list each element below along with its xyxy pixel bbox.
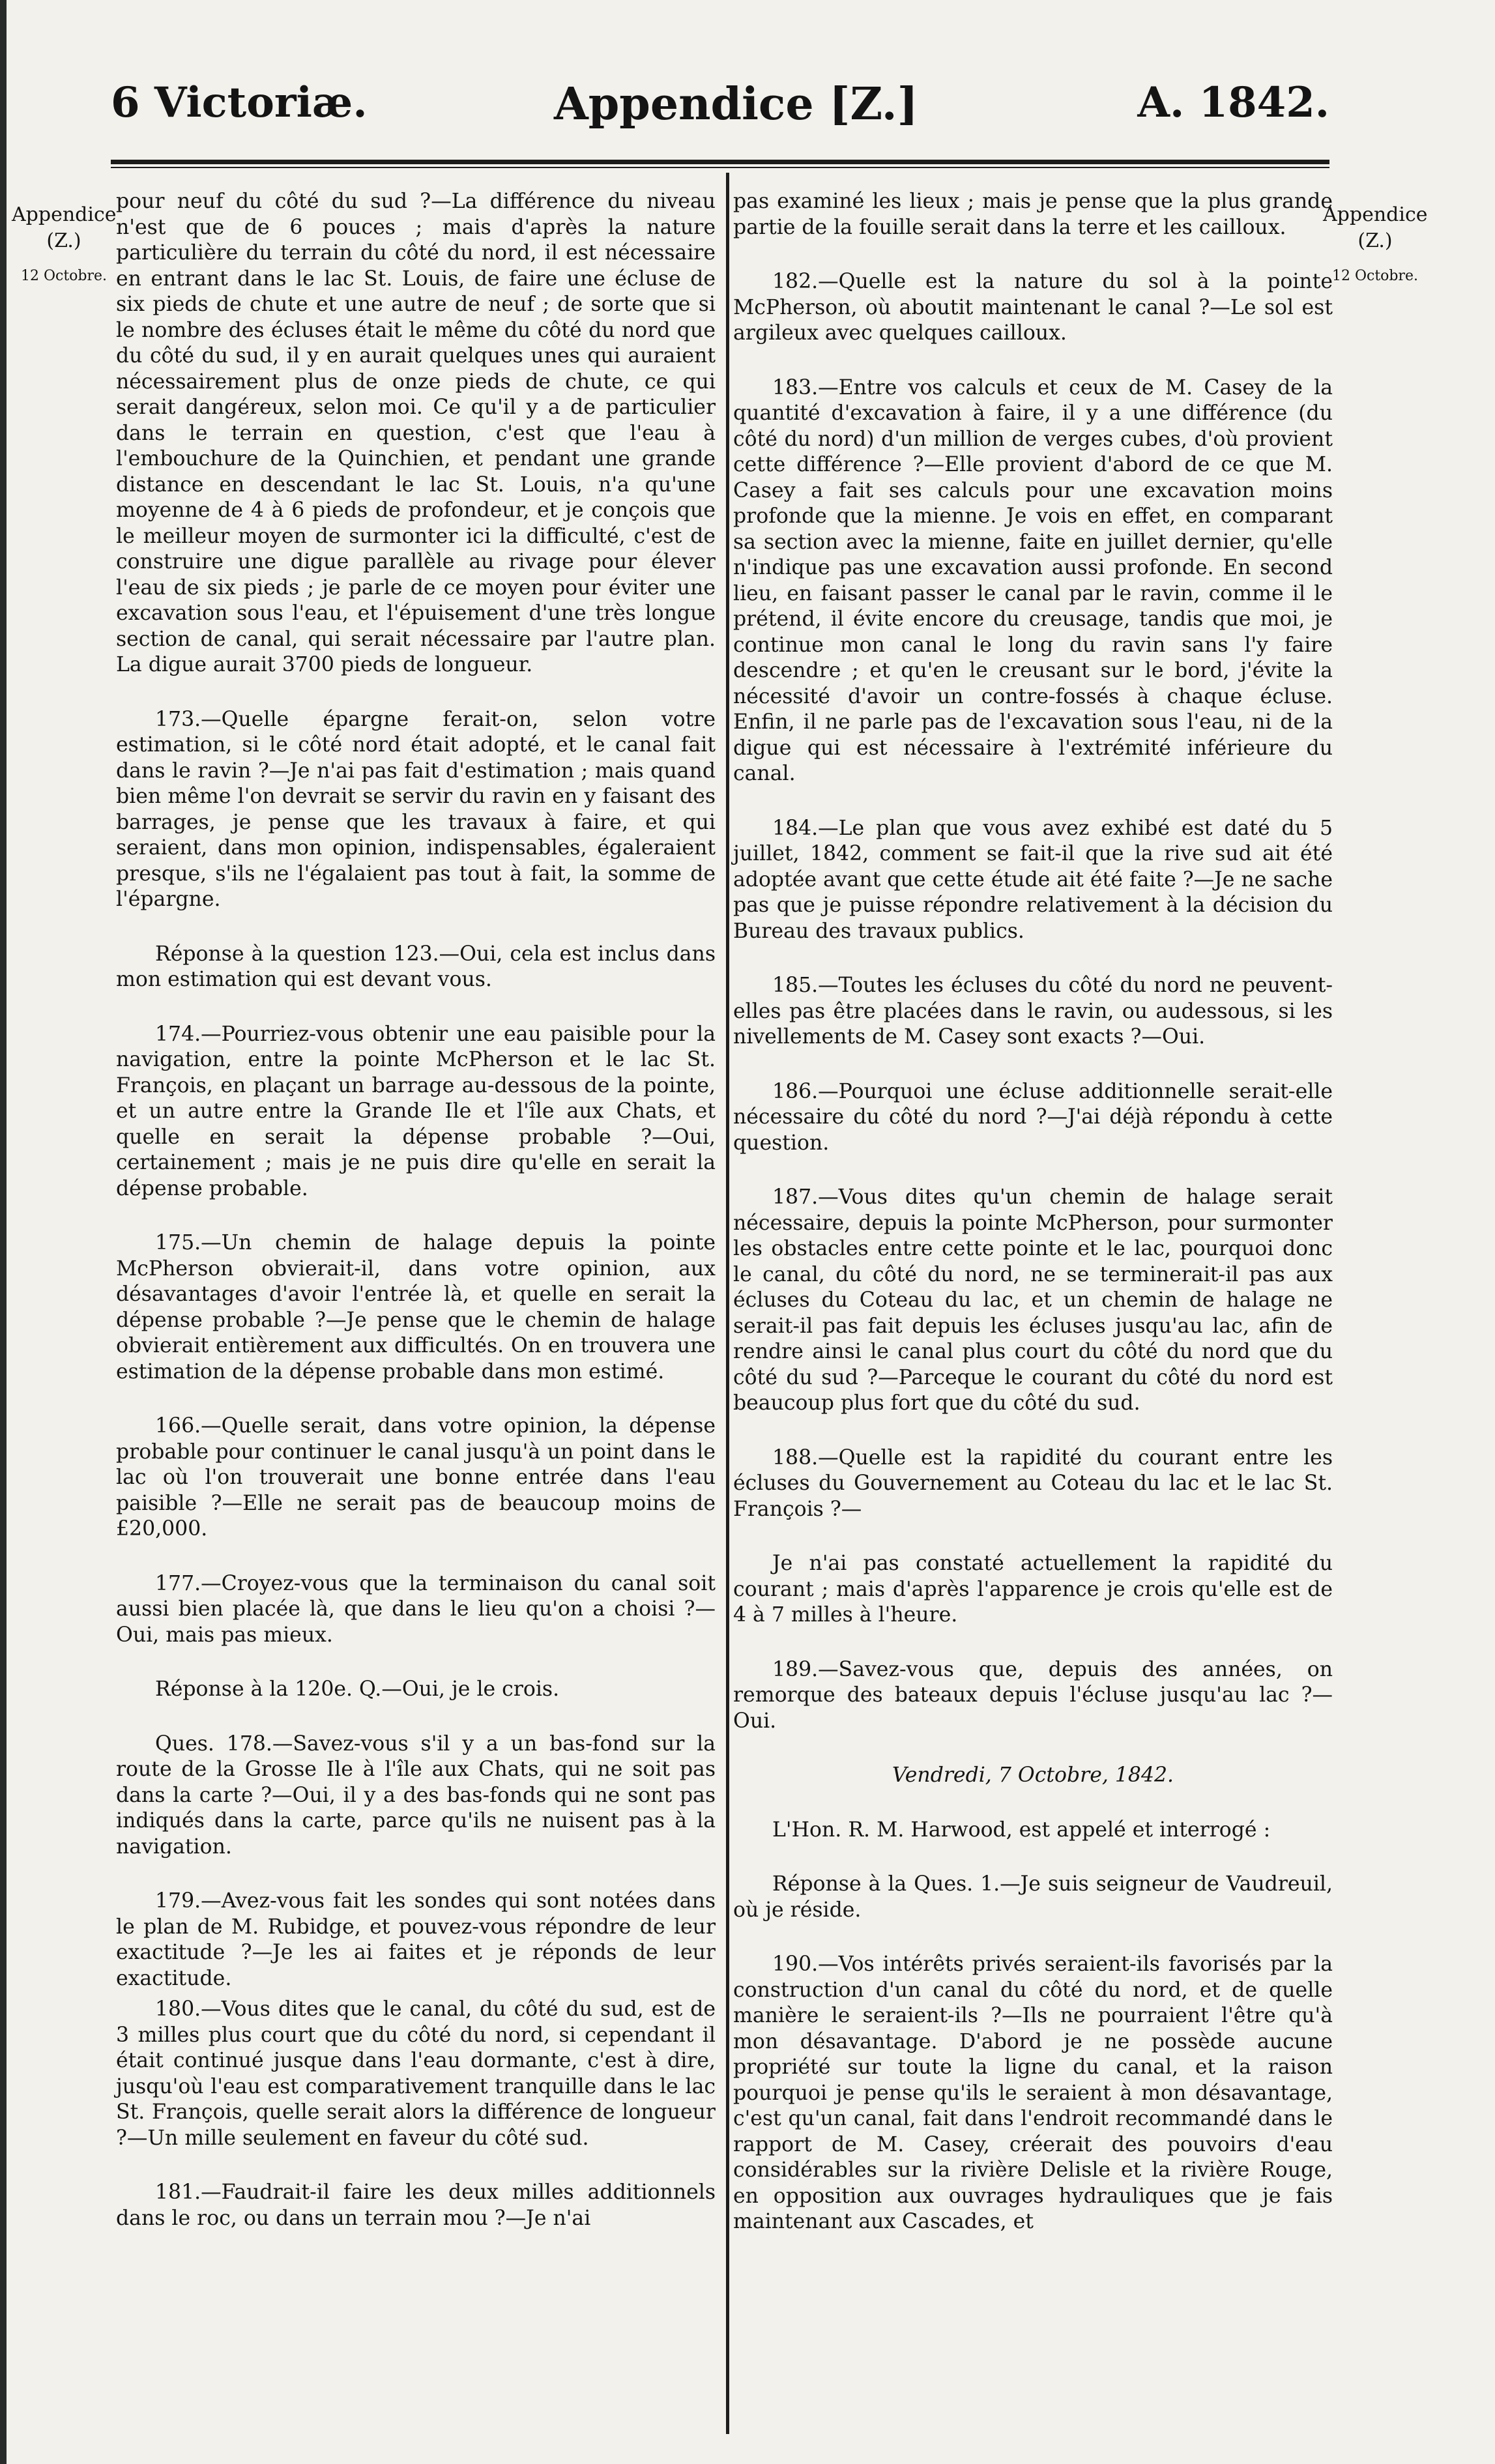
- paragraph: 174.—Pourriez-vous obtenir une eau paisible pour la navigation, entre la pointe McPherson et le lac St. François, en plaçant un barrage au-dessous de la pointe, et un autre entre la Grande Ile et l'île aux Chats, et quelle en serait la dépense probable ?—Oui, certainement ; mais je ne puis dire qu'elle en serait la dépense probable.: [116, 1022, 716, 1200]
- margin-note-left: [12, 202, 116, 289]
- paragraph: 184.—Le plan que vous avez exhibé est daté du 5 juillet, 1842, comment se fait-il que la rive sud ait été adoptée avant que cette étude ait été faite ?—Je ne sache pas que je puisse répondre relativement à la décision du Bureau des travaux publics.: [733, 816, 1333, 943]
- paragraph: 177.—Croyez-vous que la terminaison du canal soit aussi bien placée là, que dans le lieu qu'on a choisi ?—Oui, mais pas mieux.: [116, 1571, 716, 1647]
- margin-tag: (Z.): [46, 229, 81, 252]
- paragraph: 190.—Vos intérêts privés seraient-ils favorisés par la construction d'un canal du côté du nord, et de quelle manière le seraient-ils ?—Ils ne pourraient l'être qu'à mon désavantage. D'abord je ne possède aucune propriété sur toute la ligne du canal, et la raison pourquoi je pense qu'ils le seraient à mon désavantage, c'est qu'un canal, fait dans l'endroit recommandé dans le rapport de M. Casey, créerait des pouvoirs d'eau considérables sur la rivière Delisle et la rivière Rouge, en opposition aux ouvrages hydrauliques que je fais maintenant aux Cascades, et: [733, 1952, 1333, 2233]
- paragraph: Réponse à la 120e. Q.—Oui, je le crois.: [155, 1677, 560, 1701]
- left-column: [116, 189, 716, 2260]
- margin-label: Appendice: [1323, 203, 1428, 226]
- paragraph: 181.—Faudrait-il faire les deux milles additionnels dans le roc, ou dans un terrain mou ?—Je n'ai: [116, 2181, 716, 2230]
- paragraph: pas examiné les lieux ; mais je pense que la plus grande partie de la fouille serait dans la terre et les cailloux.: [733, 190, 1333, 239]
- date-heading: Vendredi, 7 Octobre, 1842.: [892, 1763, 1174, 1787]
- paragraph: Réponse à la Ques. 1.—Je suis seigneur de Vaudreuil, où je réside.: [733, 1872, 1333, 1922]
- paragraph: 179.—Avez-vous fait les sondes qui sont notées dans le plan de M. Rubidge, et pouvez-vous répondre de leur exactitude ?—Je les ai faites et je réponds de leur exactitude.: [116, 1889, 716, 1990]
- paragraph: 180.—Vous dites que le canal, du côté du sud, est de 3 milles plus court que du côté du nord, si cependant il était continué jusque dans l'eau dormante, c'est à dire, jusqu'où l'eau est comparativement tranquille dans le lac St. François, quelle serait alors la différence de longueur ?—Un mille seulement en faveur du côté sud.: [116, 1997, 716, 2150]
- header-session: 6 Victoriæ.: [111, 78, 368, 127]
- header-appendix-title: Appendice [Z.]: [554, 78, 918, 130]
- header-rule: [111, 160, 1329, 164]
- margin-tag: (Z.): [1357, 229, 1393, 252]
- page-edge-shadow: [0, 0, 7, 2464]
- paragraph: 189.—Savez-vous que, depuis des années, on remorque des bateaux depuis l'écluse jusqu'au lac ?—Oui.: [733, 1657, 1333, 1733]
- margin-note-right: [1323, 202, 1427, 289]
- margin-label: Appendice: [12, 203, 117, 226]
- paragraph: Ques. 178.—Savez-vous s'il y a un bas-fond sur la route de la Grosse Ile à l'île aux Chats, qui ne soit pas dans la carte ?—Oui, il y a des bas-fonds qui ne sont pas indiqués dans la carte, parce qu'ils ne nuisent pas à la navigation.: [116, 1732, 716, 1859]
- margin-date: 12 Octobre.: [20, 268, 108, 284]
- paragraph: 166.—Quelle serait, dans votre opinion, la dépense probable pour continuer le canal jusqu'à un point dans le lac où l'on trouverait une bonne entrée dans l'eau paisible ?—Elle ne serait pas de beaucoup moins de £20,000.: [116, 1414, 716, 1541]
- paragraph: 188.—Quelle est la rapidité du courant entre les écluses du Gouvernement au Coteau du lac et le lac St. François ?—: [733, 1445, 1333, 1521]
- witness-heading: L'Hon. R. M. Harwood, est appelé et interrogé :: [772, 1818, 1271, 1842]
- paragraph: 185.—Toutes les écluses du côté du nord ne peuvent-elles pas être placées dans le ravin, ou audessous, si les nivellements de M. Casey sont exacts ?—Oui.: [733, 974, 1333, 1049]
- paragraph: 175.—Un chemin de halage depuis la pointe McPherson obvierait-il, dans votre opinion, aux désavantages d'avoir l'entrée là, et quelle en serait la dépense probable ?—Je pense que le chemin de halage obvierait entièrement aux difficultés. On en trouvera une estimation de la dépense probable dans mon estimé.: [116, 1231, 716, 1384]
- paragraph: 186.—Pourquoi une écluse additionnelle serait-elle nécessaire du côté du nord ?—J'ai déjà répondu à cette question.: [733, 1079, 1333, 1155]
- right-column: [733, 189, 1333, 2264]
- paragraph: 182.—Quelle est la nature du sol à la pointe McPherson, où aboutit maintenant le canal ?—Le sol est argileux avec quelques cailloux.: [733, 270, 1333, 345]
- paragraph: 173.—Quelle épargne ferait-on, selon votre estimation, si le côté nord était adopté, et le canal fait dans le ravin ?—Je n'ai pas fait d'estimation ; mais quand bien même l'on devrait se servir du ravin en y faisant des barrages, je pense que les travaux à faire, et qui seraient, dans mon opinion, indispensables, égaleraient presque, s'ils ne l'égalaient pas tout à fait, la somme de l'épargne.: [116, 707, 716, 911]
- paragraph: Je n'ai pas constaté actuellement la rapidité du courant ; mais d'après l'apparence je crois qu'elle est de 4 à 7 milles à l'heure.: [733, 1552, 1333, 1627]
- paragraph: 183.—Entre vos calculs et ceux de M. Casey de la quantité d'excavation à faire, il y a une différence (du côté du nord) d'un million de verges cubes, d'où provient cette différence ?—Elle provient d'abord de ce que M. Casey a fait ses calculs pour une excavation moins profonde que la mienne. Je vois en effet, en comparant sa section avec la mienne, faite en juillet dernier, qu'elle n'indique pas une excavation aussi profonde. En second lieu, en faisant passer le canal par le ravin, comme il le prétend, il évite encore du creusage, tandis que moi, je continue mon canal le long du ravin sans l'y faire descendre ; et qu'en le creusant sur le bord, j'évite la nécessité d'avoir un contre-fossés à chaque écluse. Enfin, il ne parle pas de l'excavation sous l'eau, ni de la digue qui est nécessaire à l'extrémité inférieure du canal.: [733, 375, 1333, 785]
- margin-date: 12 Octobre.: [1331, 268, 1419, 284]
- header-rule-thin: [111, 167, 1329, 168]
- header-year: A. 1842.: [1137, 78, 1329, 127]
- paragraph: 187.—Vous dites qu'un chemin de halage serait nécessaire, depuis la pointe McPherson, pour surmonter les obstacles entre cette pointe et le lac, pourquoi donc le canal, du côté du nord, ne se terminerait-il pas aux écluses du Coteau du lac, et un chemin de halage ne serait-il pas fait depuis les écluses jusqu'au lac, afin de rendre ainsi le canal plus court du côté du nord que du côté du sud ?—Parceque le courant du côté du nord est beaucoup plus fort que du côté du sud.: [733, 1185, 1333, 1415]
- paragraph: pour neuf du côté du sud ?—La différence du niveau n'est que de 6 pouces ; mais d'après la nature particulière du terrain du côté du nord, il est nécessaire en entrant dans le lac St. Louis, de faire une écluse de six pieds de chute et une autre de neuf ; de sorte que si le nombre des écluses était le même du côté du nord que du côté du sud, il y en aurait quelques unes qui auraient nécessairement plus de onze pieds de chute, ce qui serait dangéreux, selon moi. Ce qu'il y a de particulier dans le terrain en question, c'est que l'eau à l'embouchure de la Quinchien, et pendant une grande distance en descendant le lac St. Louis, n'a qu'une moyenne de 4 à 6 pieds de profondeur, et je conçois que le meilleur moyen de surmonter ici la difficulté, c'est de construire une digue parallèle au rivage pour élever l'eau de six pieds ; je parle de ce moyen pour éviter une excavation sous l'eau, et l'épuisement d'une très longue section de canal, qui serait nécessaire par l'autre plan. La digue aurait 3700 pieds de longueur.: [116, 190, 716, 676]
- paragraph: Réponse à la question 123.—Oui, cela est inclus dans mon estimation qui est devant vous.: [116, 942, 716, 991]
- column-divider: [726, 173, 729, 2434]
- page-header: [111, 72, 1329, 137]
